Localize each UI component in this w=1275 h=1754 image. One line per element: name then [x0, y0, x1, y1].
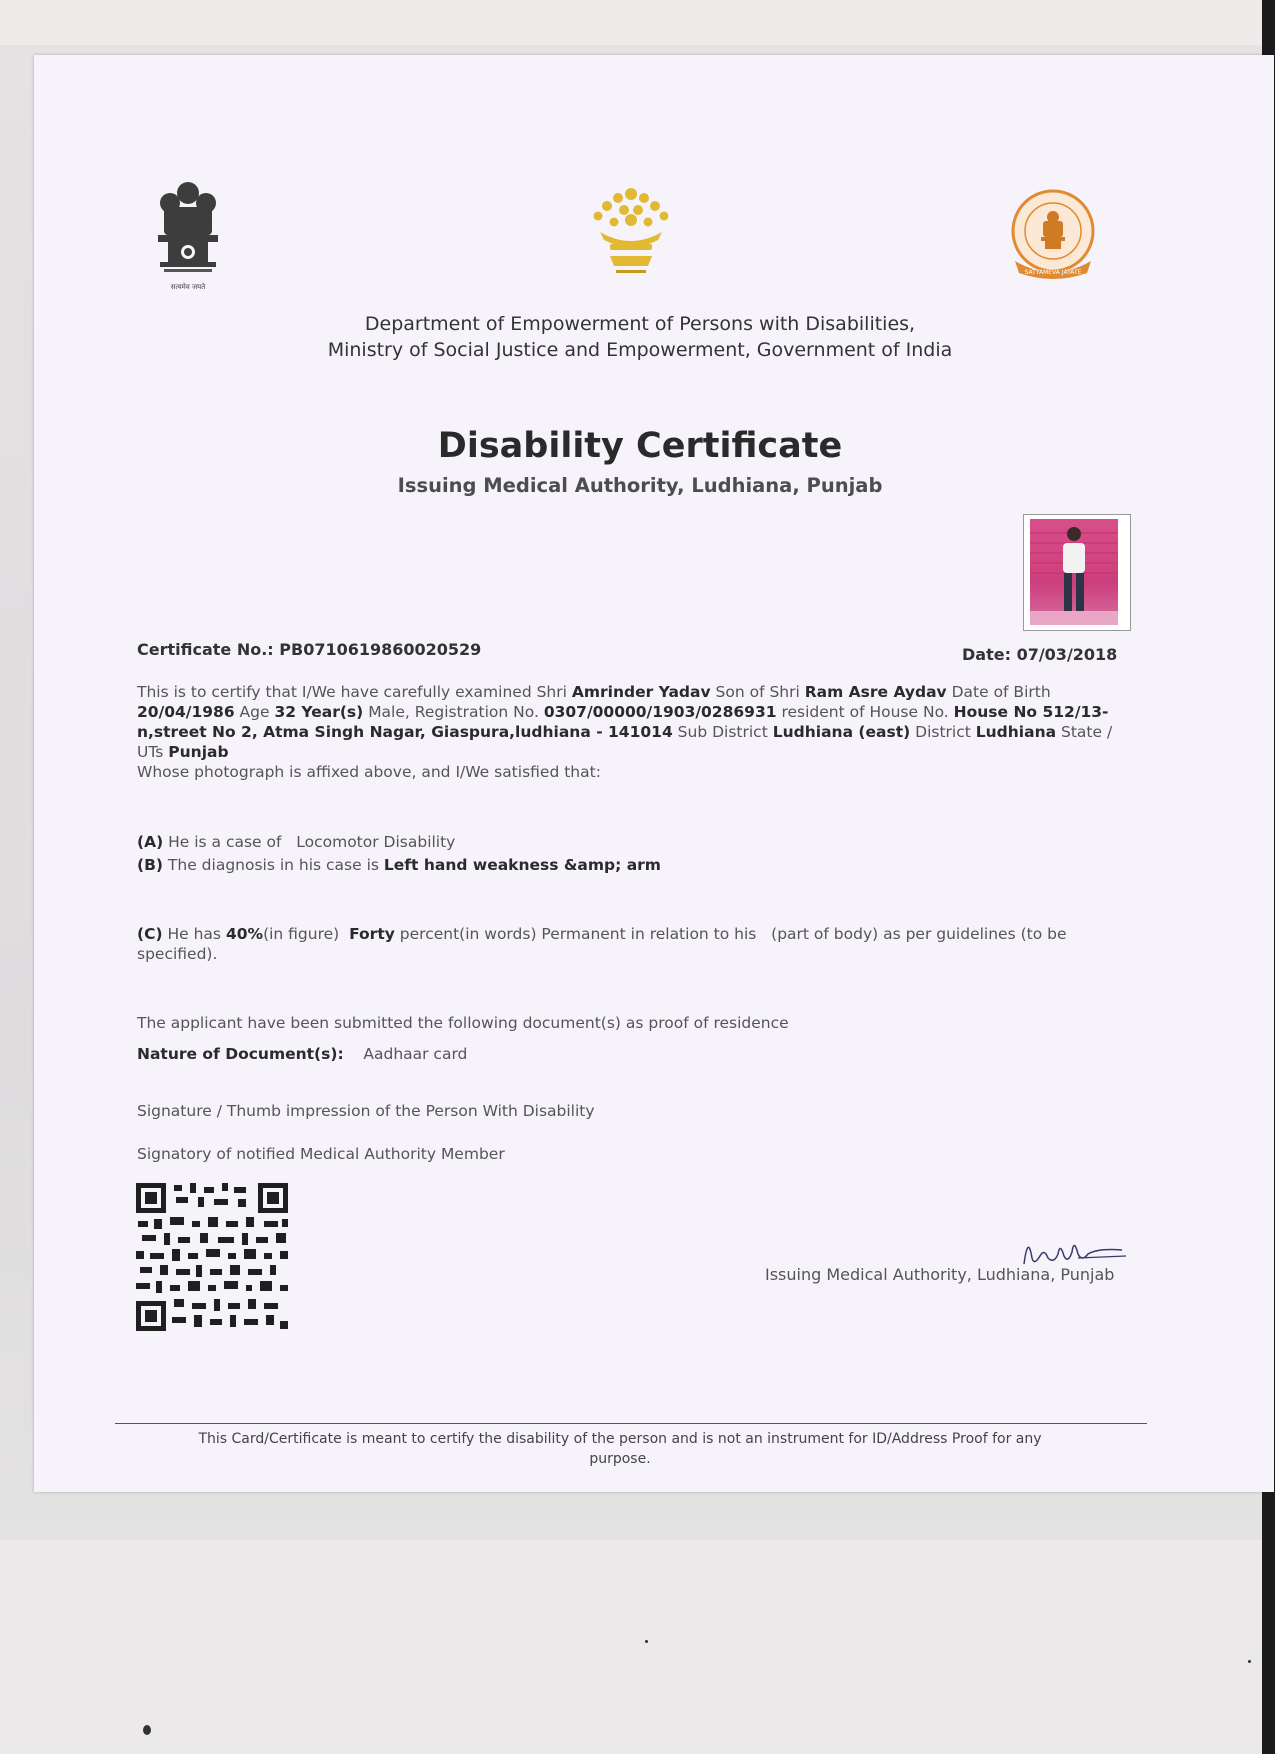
department-line-2: Ministry of Social Justice and Empowerment, Government of India: [327, 339, 953, 361]
department-line-1: Department of Empowerment of Persons with Disabilities,: [364, 313, 916, 335]
district-label: District: [915, 723, 971, 741]
footer-divider: [115, 1423, 1147, 1424]
sub-district-value: Ludhiana (east): [772, 723, 911, 741]
issuing-authority: Issuing Medical Authority, Ludhiana, Punjab: [765, 1265, 1115, 1284]
pwd-signature-label: Signature / Thumb impression of the Person With Disability: [137, 1102, 595, 1120]
dob-value: 20/04/1986: [137, 703, 235, 721]
footer-line-2: purpose.: [589, 1451, 651, 1467]
father-name: Ram Asre Aydav: [804, 683, 947, 701]
certificate-number: [137, 640, 481, 659]
state-value: Punjab: [168, 743, 229, 761]
finding-b-text: The diagnosis in his case is: [167, 856, 379, 874]
registration-number: 0307/00000/1903/0286931: [543, 703, 777, 721]
certificate-date-value: 07/03/2018: [1016, 645, 1118, 664]
age-label: Age: [239, 703, 270, 721]
document-nature-label: Nature of Document(s):: [137, 1045, 344, 1063]
intro-text: This is to certify that I/We have carefully examined Shri: [137, 683, 567, 701]
finding-b-label: (B): [137, 856, 163, 874]
finding-b: [137, 855, 661, 875]
footer-line-1: This Card/Certificate is meant to certify the disability of the person and is not an instrument for ID/Address Proof for any: [198, 1431, 1042, 1447]
finding-a-label: (A): [137, 833, 164, 851]
scan-speck: [645, 1640, 648, 1643]
document-nature: [137, 1044, 467, 1064]
certificate-number-value: PB0710619860020529: [279, 640, 482, 659]
seal-caption: SATYAMEVA JAYATE: [1024, 269, 1082, 276]
authority-member-label: Signatory of notified Medical Authority Member: [137, 1145, 505, 1163]
scan-bottom-area: [0, 1540, 1275, 1754]
son-of-label: Son of Shri: [715, 683, 800, 701]
residence-statement: The applicant have been submitted the following document(s) as proof of residence: [137, 1014, 789, 1032]
address-value: House No 512/13-n,street No 2, Atma Singh Nagar, Giaspura,ludhiana - 141014: [137, 703, 1109, 741]
document-nature-value: Aadhaar card: [363, 1045, 468, 1063]
resident-label: resident of House No.: [781, 703, 949, 721]
qr-code: [134, 1181, 290, 1333]
finding-a-text: He is a case of Locomotor Disability: [168, 833, 456, 851]
certificate-date-label: Date:: [962, 645, 1011, 664]
finding-c-text1: He has: [167, 925, 222, 943]
age-value: 32 Year(s): [274, 703, 364, 721]
seal-emblem-icon: [1003, 185, 1103, 285]
finding-a: [137, 832, 455, 852]
finding-b-value: Left hand weakness &amp; arm: [383, 856, 661, 874]
finding-c-text3: percent(in words) Permanent in relation to his (part of body) as per guidelines (to be specified).: [137, 925, 1072, 963]
finding-c: [137, 924, 1129, 964]
dob-label: Date of Birth: [951, 683, 1051, 701]
page-subtitle: Issuing Medical Authority, Ludhiana, Punjab: [397, 474, 883, 497]
applicant-name: Amrinder Yadav: [571, 683, 711, 701]
scan-speck: [1248, 1660, 1251, 1663]
emblem-caption: सत्यमेव जयते: [170, 283, 206, 291]
finding-c-label: (C): [137, 925, 163, 943]
gender-registration-label: Male, Registration No.: [368, 703, 539, 721]
certificate-number-label: Certificate No.:: [137, 640, 274, 659]
sub-district-label: Sub District: [677, 723, 768, 741]
finding-c-percent: 40%: [225, 925, 264, 943]
footer-disclaimer: [160, 1429, 1080, 1469]
finding-c-text2: (in figure): [263, 925, 340, 943]
page-title: Disability Certificate: [437, 426, 843, 466]
applicant-photo: [1023, 514, 1131, 631]
state-emblem-icon: [580, 180, 682, 280]
finding-c-words: Forty: [349, 925, 395, 943]
certificate-date: [962, 645, 1117, 664]
photo-statement: Whose photograph is affixed above, and I/We satisfied that:: [137, 763, 601, 781]
national-emblem-icon: [150, 177, 226, 297]
scan-speck: [143, 1725, 151, 1735]
state-label: State / UTs: [137, 723, 1113, 761]
district-value: Ludhiana: [975, 723, 1057, 741]
authority-signature: [1018, 1228, 1130, 1268]
certification-paragraph: [137, 682, 1129, 782]
scan-top-band: [0, 0, 1275, 45]
